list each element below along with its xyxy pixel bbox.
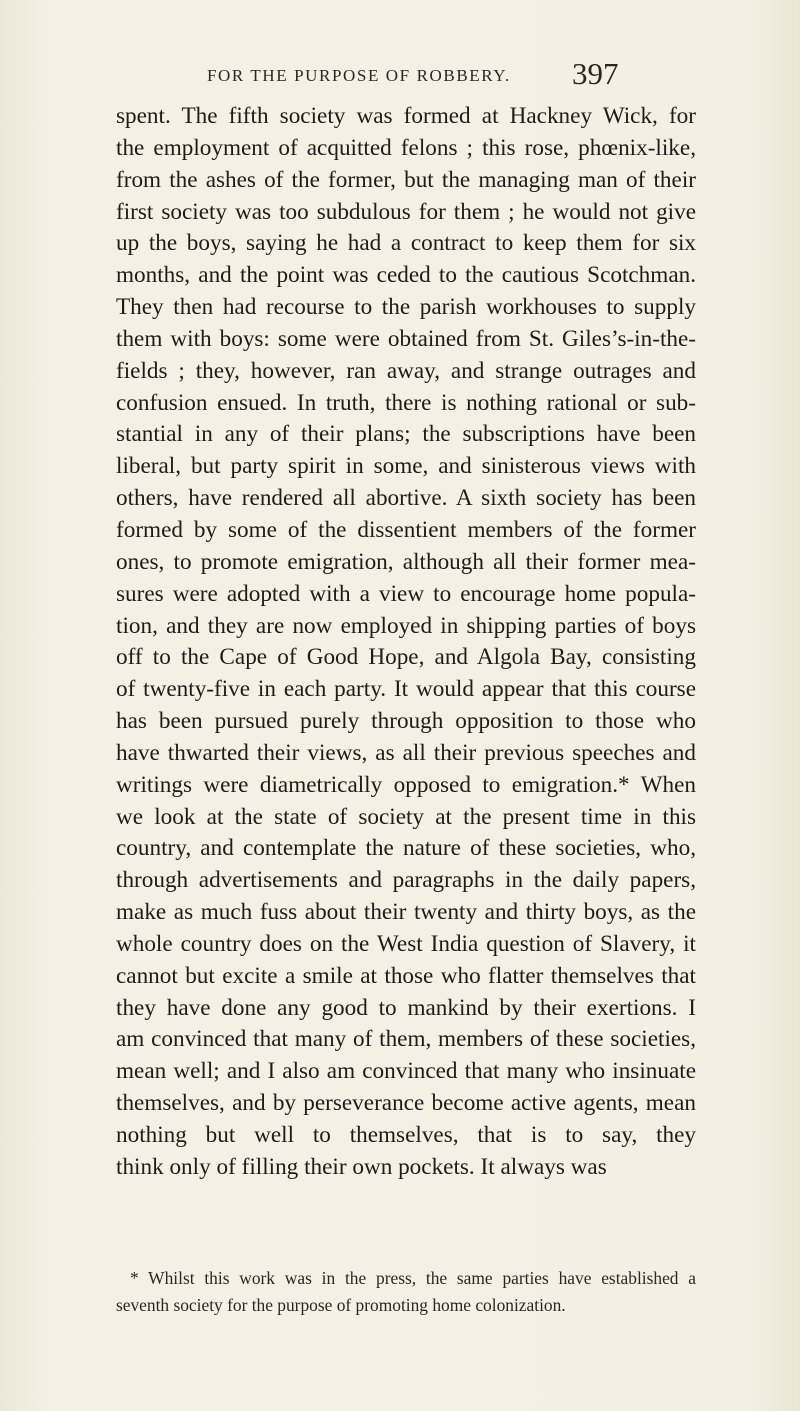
text-line: fields ; they, however, ran away, and strange outrages and [116, 357, 696, 384]
text-line: from the ashes of the former, but the managing man of their [116, 166, 696, 193]
text-line: has been pursued purely through opposition to those who [116, 708, 696, 735]
text-line: stantial in any of their plans; the subscriptions have been [116, 421, 696, 448]
text-line: formed by some of the dissentient members of the former [116, 516, 696, 543]
text-line: make as much fuss about their twenty and thirty boys, as the [116, 899, 696, 926]
text-line: confusion ensued. In truth, there is nothing rational or sub- [116, 389, 696, 416]
text-line: ones, to promote emigration, although all their former mea- [116, 548, 696, 575]
text-line: others, have rendered all abortive. A sixth society has been [116, 485, 696, 512]
running-head: FOR THE PURPOSE OF ROBBERY. [207, 66, 511, 85]
text-line: whole country does on the West India question of Slavery, it [116, 930, 696, 957]
text-line: first society was too subdulous for them ; he would not give [116, 198, 696, 225]
footnote-line: * Whilst this work was in the press, the same parties have established a [130, 1268, 696, 1288]
text-line: we look at the state of society at the present time in this [116, 803, 696, 830]
text-line: off to the Cape of Good Hope, and Algola Bay, consisting [116, 644, 696, 671]
text-line: through advertisements and paragraphs in the daily papers, [116, 867, 696, 894]
body-paragraph [116, 101, 696, 1184]
text-line: mean well; and I also am convinced that many who insinuate [116, 1058, 696, 1085]
text-line: country, and contemplate the nature of these societies, who, [116, 835, 696, 862]
text-line: have thwarted their views, as all their previous speeches and [116, 739, 696, 766]
text-line: tion, and they are now employed in shipping parties of boys [116, 612, 696, 639]
text-line: am convinced that many of them, members of these societies, [116, 1026, 696, 1053]
text-line: They then had recourse to the parish workhouses to supply [116, 294, 696, 321]
text-line: months, and the point was ceded to the cautious Scotchman. [116, 262, 696, 289]
footnote-line: seventh society for the purpose of promoting home colonization. [116, 1295, 566, 1315]
text-line: up the boys, saying he had a contract to keep them for six [116, 230, 696, 257]
text-line: of twenty-five in each party. It would appear that this course [116, 676, 696, 703]
text-line: the employment of acquitted felons ; this rose, phœnix-like, [116, 134, 696, 161]
text-line: think only of filling their own pockets. It always was [116, 1153, 607, 1180]
page-number: 397 [572, 56, 619, 91]
text-line: writings were diametrically opposed to emigration.* When [116, 771, 696, 798]
text-line: sures were adopted with a view to encourage home popula- [116, 580, 696, 607]
text-line: them with boys: some were obtained from St. Giles’s-in-the- [116, 325, 696, 352]
page-header [0, 56, 800, 102]
footnote [116, 1265, 696, 1319]
text-line: liberal, but party spirit in some, and sinisterous views with [116, 453, 696, 480]
text-line: nothing but well to themselves, that is to say, they [116, 1122, 696, 1148]
text-line: cannot but excite a smile at those who flatter themselves that [116, 962, 696, 989]
text-line: spent. The fifth society was formed at Hackney Wick, for [116, 103, 696, 129]
text-line: themselves, and by perseverance become active agents, mean [116, 1090, 696, 1117]
text-line: they have done any good to mankind by their exertions. I [116, 994, 696, 1021]
